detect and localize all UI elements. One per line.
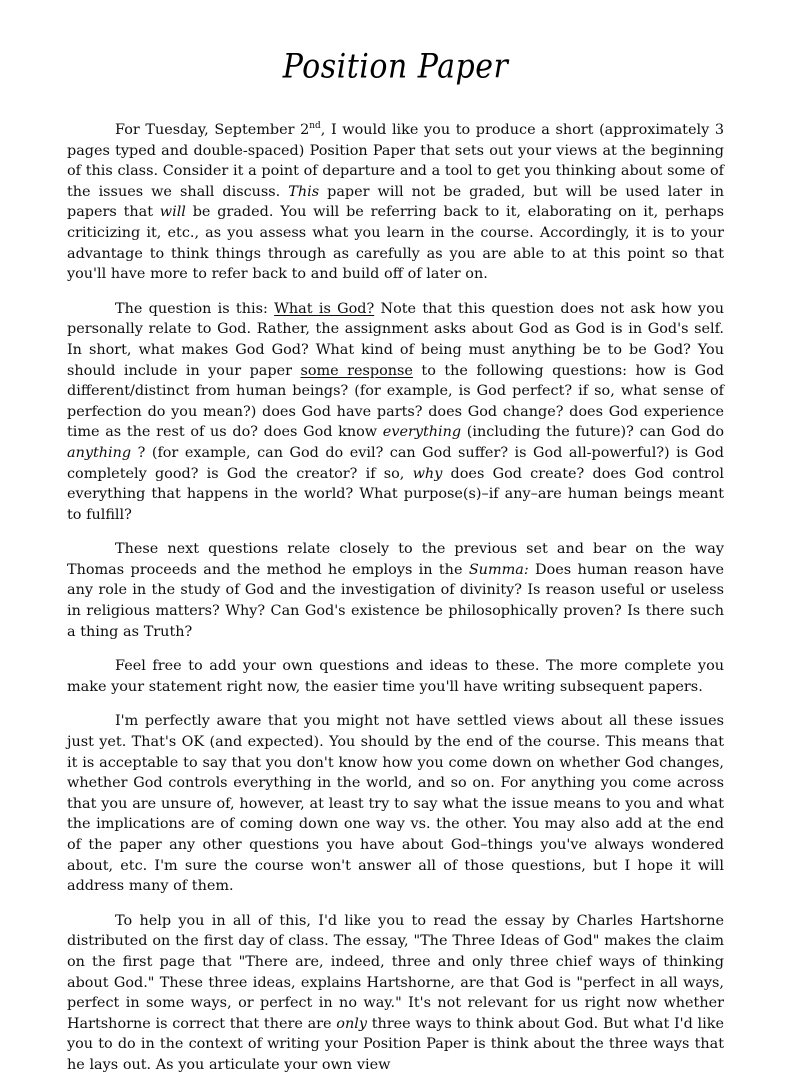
emphasis-italic: will	[159, 204, 186, 221]
emphasis-italic: only	[336, 1015, 367, 1032]
emphasis-underline: What is God?	[274, 300, 375, 317]
text-run: ? (for example, can God do evil? can God suffer? is God all-powerful?) is God completely good? is God the creator? if so,	[67, 444, 724, 482]
text-run: , I would like you to produce a short (approximately 3 pages typed and double-spaced) Position Paper that sets out your views at the beginning of this class. Consider it a point of departure and a tool to get you thinking about some of the issues we shall discuss.	[67, 122, 724, 200]
emphasis-underline: some response	[300, 362, 413, 379]
text-run: Note that this question does not ask how you personally relate to God. Rather, the assignment asks about God as God is in God's self. In short, what makes God God? What kind of being must anything be to be God? You should include in your paper	[67, 300, 724, 379]
text-run: Does human reason have any role in the study of God and the investigation of divinity? Is reason useful or useless in religious matters? Why? Can God's existence be philosophically proven? Is there such a thing as Truth?	[67, 561, 725, 640]
paragraph	[67, 911, 724, 1076]
text-run: to the following questions: how is God different/distinct from human beings? (for example, is God perfect? if so, what sense of perfection do you mean?) does God have parts? does God change? does God experience time as the rest of us do? does God know	[67, 362, 724, 441]
paragraph	[67, 711, 724, 896]
text-run: I'm perfectly aware that you might not have settled views about all these issues just yet. That's OK (and expected). You should by the end of the course. This means that it is acceptable to say that you don't know how you come down on whether God changes, whether God controls everything in the world, and so on. For anything you come across that you are unsure of, however, at least try to say what the issue means to you and what the implications are of coming down one way vs. the other. You may also add at the end of the paper any other questions you have about God–things you've always wondered about, etc. I'm sure the course won't answer all of those questions, but I hope it will address many of them.	[67, 713, 724, 895]
text-run: Feel free to add your own questions and ideas to these. The more complete you make your statement right now, the easier time you'll have writing subsequent papers.	[67, 658, 724, 695]
text-run: The question is this:	[115, 300, 275, 317]
text-run: paper will not be graded, but will be used later in papers that	[67, 183, 725, 221]
text-run: These next questions relate closely to the previous set and bear on the way Thomas proceeds and the method he employs in the	[67, 541, 724, 578]
text-run: For Tuesday, September 2	[115, 122, 310, 138]
paragraph	[67, 539, 724, 642]
document-body	[67, 120, 724, 1076]
text-run: does God create? does God control everything that happens in the world? What purpose(s)–if any–are human beings meant to fulfill?	[67, 465, 724, 523]
emphasis-italic: why	[412, 465, 443, 482]
text-run: To help you in all of this, I'd like you to read the essay by Charles Hartshorne distributed on the first day of class. The essay, "The Three Ideas of God" makes the claim on the first page that "There are, indeed, three and only three chief ways of thinking about God." These three ideas, explains Hartshorne, are that God is "perfect in all ways, perfect in some ways, or perfect in no way." It's not relevant for us right now whether Hartshorne is correct that there are	[67, 912, 724, 1032]
text-run: be graded. You will be referring back to it, elaborating on it, perhaps criticizing it, etc., as you assess what you learn in the course. Accordingly, it is to your advantage to think things through as carefully as you are able to at this point so that you'll have more to refer back to and build off of later on.	[67, 204, 724, 283]
paragraph	[67, 656, 724, 697]
text-run: (including the future)? can God do	[461, 424, 724, 441]
page-title: Position Paper	[282, 47, 509, 87]
paragraph	[67, 120, 724, 285]
emphasis-italic: This	[288, 183, 320, 200]
text-run: three ways to think about God. But what I'd like you to do in the context of writing your Position Paper is think about the three ways that he lays out. As you articulate your own view	[67, 1015, 724, 1073]
ordinal-superscript: nd	[309, 121, 321, 132]
paragraph	[67, 299, 724, 526]
emphasis-italic: everything	[382, 424, 462, 441]
emphasis-italic: anything	[67, 444, 132, 461]
emphasis-italic: Summa:	[468, 561, 529, 578]
